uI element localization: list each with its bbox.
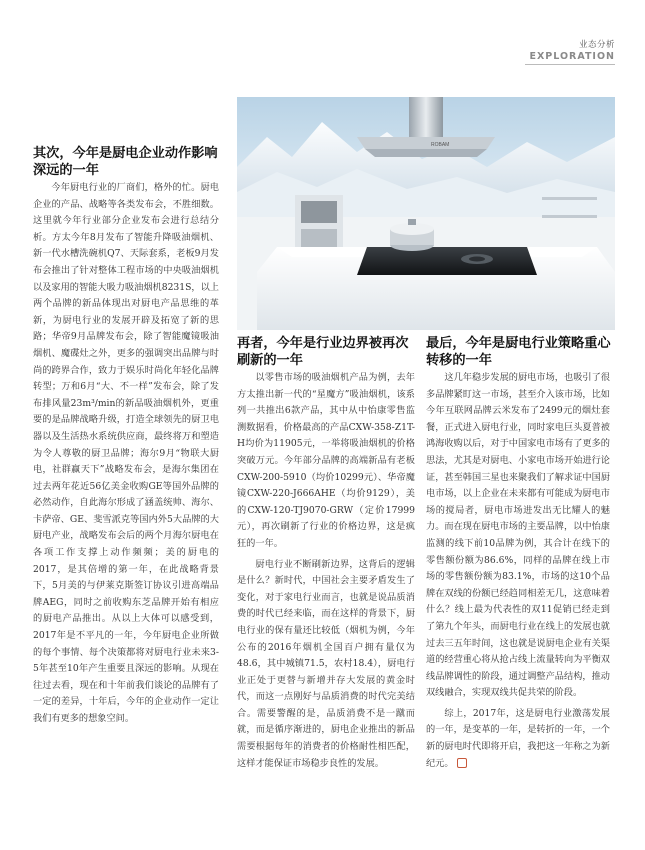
article-body-1 xyxy=(33,180,219,728)
end-mark-icon xyxy=(457,758,467,768)
article-body-3 xyxy=(426,370,610,772)
paragraph: 这几年稳步发展的厨电市场，也吸引了很多品牌紧盯这一市场，甚至介入该市场，比如今年互联网品牌云米发布了2499元的烟灶套餐，正式进入厨电行业，同时家电巨头夏普被鸿海收购以后，对于中国家电市场有了更多的思法，尤其是对厨电、小家电市场开始进行论证，甚至韩国三星也来聚我们了解求证中国厨电市场，以上企业在未来都有可能成为厨电市场的搅局者，厨电市场进发出无比耀人的魅力。而在现在厨电市场的主要品牌，以中怡康监测的线下前10品牌为例，其合计在线下的零售额份额为86.6%，同样的品牌在线上市场的零售额份额为83.1%，市场的这10个品牌在双线的份额已经趋同相差无几，这意味着什么？线上最为代表性的双11促销已经走到了第九个年头，而厨电行业在线上的发展也就过去三五年时间，这也就是说厨电企业有关渠道的经营重心将从抢占线上流量转向为平衡双线品牌调性的阶段，通过调整产品结构，推动双线融合，实现双线共促共荣的阶段。 xyxy=(426,372,610,699)
header-divider xyxy=(525,64,615,65)
paragraph: 厨电行业不断刷新边界，这背后的逻辑是什么？新时代，中国社会主要矛盾发生了变化，对于家电行业而言，也就是说品质消费的时代已经来临，而在这样的背景下，厨电行业的保有量还比较低（烟机为例，今年公布的2016年烟机全国百户拥有量仅为48.6，其中城镇71.5，农村18.4），厨电行业正处于更替与新增并存大发展的黄金时代，而这一点刚好与品质消费的时代完美结合。需要警醒的是，品质消费不是一蹴而就，而是循序渐进的，厨电企业推出的新品需要根据每年的消费者的价格耐性相匹配，这样才能保证市场稳步良性的发展。 xyxy=(237,558,415,769)
top-margin xyxy=(0,0,645,14)
paragraph-final xyxy=(426,706,610,772)
paragraph-final-text: 综上，2017年，这是厨电行业激荡发展的一年，是变革的一年，是转折的一年，一个新的厨电时代即将开启，我把这一年称之为新纪元。 xyxy=(426,707,610,769)
section-label-en: EXPLORATION xyxy=(529,51,615,62)
article-heading-3: 最后，今年是厨电行业策略重心转移的一年 xyxy=(426,336,611,368)
article-heading-2: 再者，今年是行业边界被再次刷新的一年 xyxy=(237,336,409,368)
article-heading-1: 其次，今年是厨电企业动作影响深远的一年 xyxy=(33,146,218,178)
kitchen-photo xyxy=(237,97,615,330)
kitchen-illustration xyxy=(237,97,615,330)
hood-brand-text: ROBAM xyxy=(431,142,450,148)
paragraph: 以零售市场的吸油烟机产品为例，去年方太推出新一代的“星魔方”吸油烟机，该系列一共推出6款产品，其中从中怡康零售监测数据看，价格最高的产品CXW-358-Z1T-H均价为11905元，一举将吸油烟机的价格突破万元。今年部分品牌的高端新品有老板CXW-200-5910（均价10299元）、华帝魔镜CXW-220-J666AHE（均价9129），美的CXW-120-TJ9070-GRW（定价17999元），再次刷新了行业的价格边界，这是疯狂的一年。 xyxy=(237,372,415,549)
paragraph: 今年厨电行业的厂商们，格外的忙。厨电企业的产品、战略等各类发布会，不胜细数。这里就今年行业部分企业发布会进行总结分析。方太今年8月发布了智能升降吸油烟机、新一代水槽洗碗机Q7、天际套系，老板9月发布会推出了针对整体工程市场的中央吸油烟机以及家用的智能大吸力吸油烟机8231S，以上两个品牌的新品体现出对厨电产品思维的革新，为厨电行业的发展开辟及拓宽了新的思路；华帝9月品牌发布会，除了智能魔镜吸油烟机、魔碟灶之外，更多的强调突出品牌与时尚的跨界合作，致力于娱乐时尚化年轻化品牌转型；万和6月“大、不一样”发布会，除了发布排风量23m³/min的新品吸油烟机外，更重要的是品牌战略升级，打造全球领先的厨卫电器以及生活热水系统供应商，最终将万和塑造为令人尊敬的厨卫品牌；海尔9月“物联大厨电，社群赢天下”战略发布会，是海尔集团在过去两年花近56亿美金收购GE等国外品牌的必然动作，自此海尔形成了涵盖统帅、海尔、卡萨帝、GE、斐雪派克等国内外5大品牌的大厨电产业，战略发布会后的两个月海尔厨电在各项工作支撑上动作频频；美的厨电的2017，是其倍增的第一年，在此战略背景下，5月美的与伊莱克斯签订协议引进高端品牌AEG，同时之前收购东芝品牌开始有相应的厨电产品推出。从以上大体可以感受到，2017年是不平凡的一年，今年厨电企业所做的每个事情、每个决策都将对厨电行业未来3-5年甚至10年产生重要且深远的影响。从现在往过去看，现在和十年前我们谈论的品牌有了一定的差异，十年后，今年的企业动作一定让我们有更多的想象空间。 xyxy=(33,182,219,724)
article-body-2 xyxy=(237,370,415,772)
section-label-cn: 业态分析 xyxy=(578,40,615,50)
